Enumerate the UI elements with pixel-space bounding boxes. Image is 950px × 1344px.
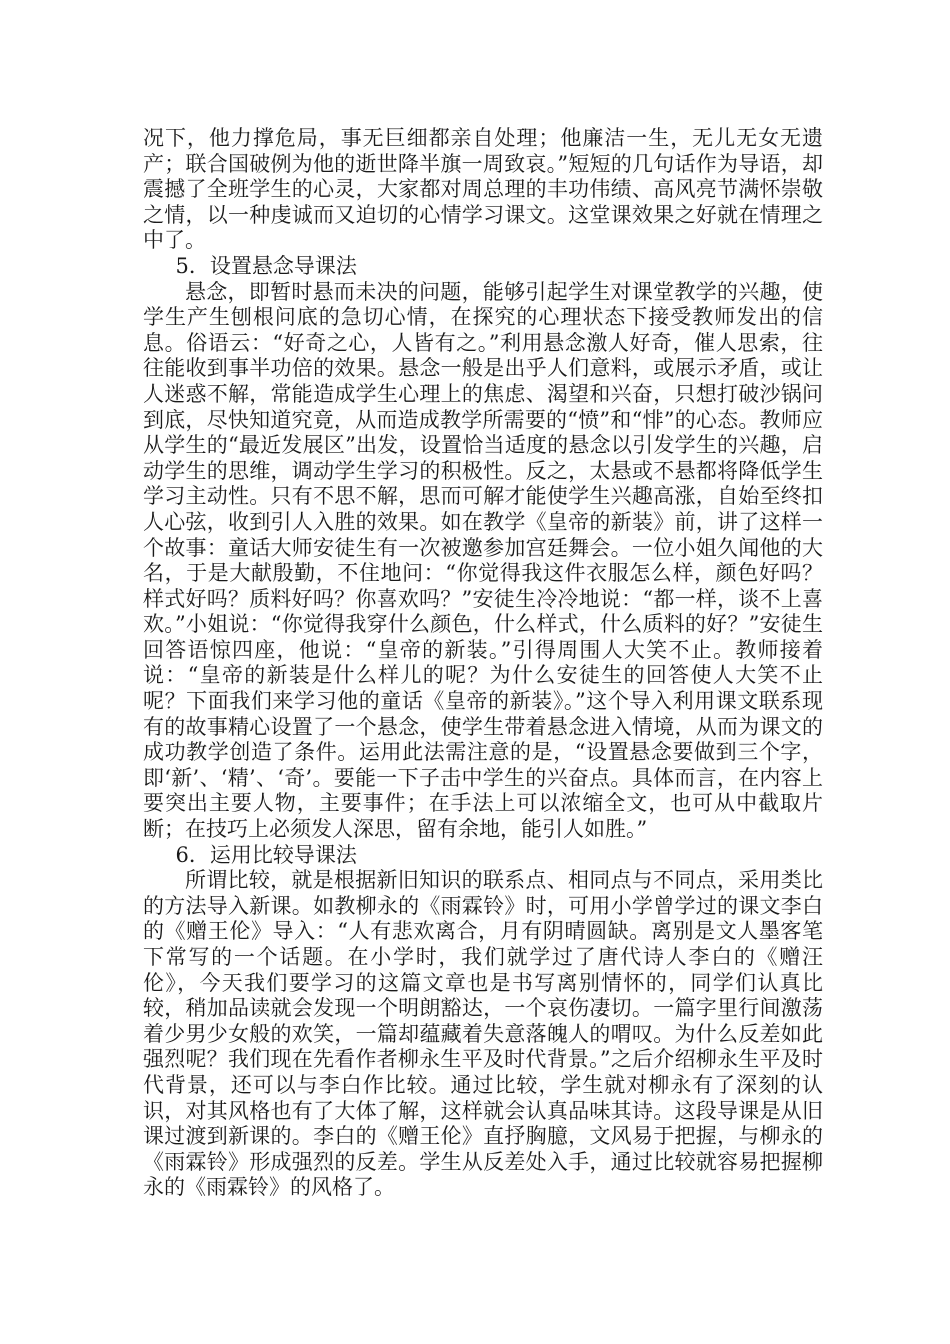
paragraph-suspense-method: 悬念，即暂时悬而未决的问题，能够引起学生对课堂教学的兴趣，使学生产生刨根问底的急切心情，在探究的心理状态下接受教师发出的信息。俗语云：“好奇之心，人皆有之。”利用悬念激人好奇，催人思索，往往能收到事半功倍的效果。悬念一般是出乎人们意料，或展示矛盾，或让人迷惑不解，常能造成学生心理上的焦虑、渴望和兴奋，只想打破沙锅问到底，尽快知道究竟，从而造成教学所需要的“愤”和“悱”的心态。教师应从学生的“最近发展区”出发，设置恰当适度的悬念以引发学生的兴趣，启动学生的思维，调动学生学习的积极性。反之，太悬或不悬都将降低学生学习主动性。只有不思不解，思而可解才能使学生兴趣高涨，自始至终扣人心弦，收到引人入胜的效果。如在教学《皇帝的新装》前，讲了这样一个故事：童话大师安徒生有一次被邀参加宫廷舞会。一位小姐久闻他的大名，于是大献殷勤，不住地问：“你觉得我这件衣服怎么样，颜色好吗？样式好吗？质料好吗？你喜欢吗？”安徒生冷冷地说：“都一样，谈不上喜欢。”小姐说：“你觉得我穿什么颜色，什么样式，什么质料的好？”安徒生回答语惊四座，他说：“皇帝的新装。”引得周围人大笑不止。教师接着说：“皇帝的新装是什么样儿的呢？为什么安徒生的回答使人大笑不止呢？下面我们来学习他的童话《皇帝的新装》。”这个导入利用课文联系现有的故事精心设置了一个悬念，使学生带着悬念进入情境，从而为课文的成功教学创造了条件。运用此法需注意的是，“设置悬念要做到三个字，即‘新’、‘精’、‘奇’。要能一下子击中学生的兴奋点。具体而言，在内容上要突出主要人物，主要事件；在手法上可以浓缩全文，也可从中截取片断；在技巧上必须发人深思，留有余地，能引人如胜。” xyxy=(143,279,823,842)
section-heading-comparison: 6．运用比较导课法 xyxy=(175,842,357,867)
document-page xyxy=(143,126,823,1201)
paragraph-comparison-method: 所谓比较，就是根据新旧知识的联系点、相同点与不同点，采用类比的方法导入新课。如教柳永的《雨霖铃》时，可用小学曾学过的课文李白的《赠王伦》导入：“人有悲欢离合，月有阴晴圆缺。离别是文人墨客笔下常写的一个话题。在小学时，我们就学过了唐代诗人李白的《赠汪伦》，今天我们要学习的这篇文章也是书写离别情怀的，同学们认真比较，稍加品读就会发现一个明朗豁达，一个哀伤凄切。一篇字里行间激荡着少男少女般的欢笑，一篇却蕴藏着失意落魄人的喟叹。为什么反差如此强烈呢？我们现在先看作者柳永生平及时代背景。”之后介绍柳永生平及时代背景，还可以与李白作比较。通过比较，学生就对柳永有了深刻的认识，对其风格也有了大体了解，这样就会认真品味其诗。这段导课是从旧课过渡到新课的。李白的《赠王伦》直抒胸臆，文风易于把握，与柳永的《雨霖铃》形成强烈的反差。学生从反差处入手，通过比较就容易把握柳永的《雨霖铃》的风格了。 xyxy=(143,868,823,1200)
section-heading-suspense: 5．设置悬念导课法 xyxy=(175,253,357,278)
paragraph-continuation: 况下，他力撑危局，事无巨细都亲自处理；他廉洁一生，无儿无女无遗产；联合国破例为他的逝世降半旗一周致哀。”短短的几句话作为导语，却震撼了全班学生的心灵，大家都对周总理的丰功伟绩、高风亮节满怀崇敬之情，以一种虔诚而又迫切的心情学习课文。这堂课效果之好就在情理之中了。 xyxy=(143,126,823,253)
